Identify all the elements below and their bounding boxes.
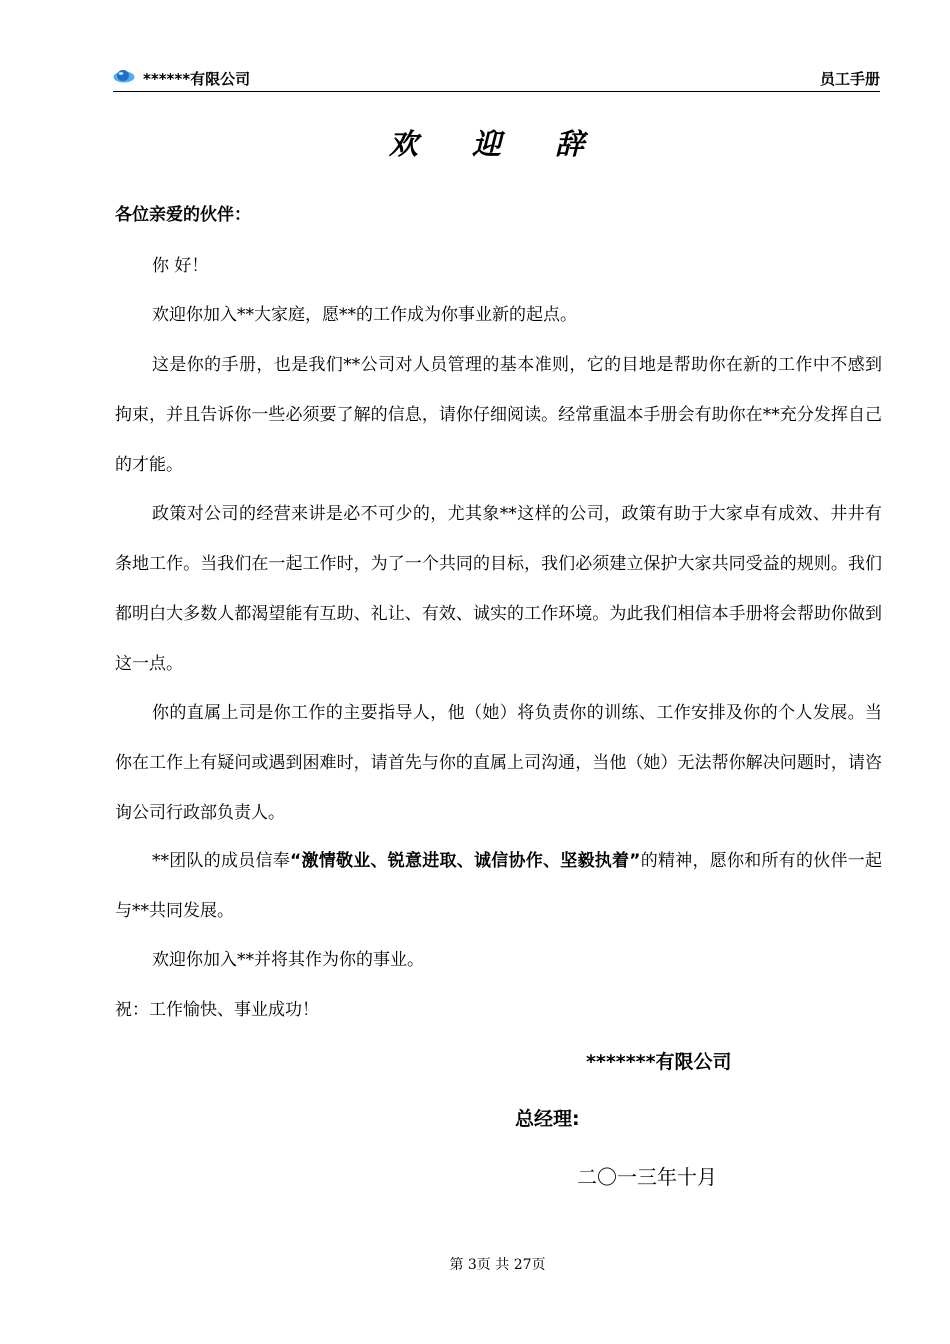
signature-role: 总经理: bbox=[515, 1108, 580, 1130]
paragraph-handbook: 这是你的手册，也是我们**公司对人员管理的基本准则，它的目地是帮助你在新的工作中不感到拘束，并且告诉你一些必须要了解的信息，请你仔细阅读。经常重温本手册会有助你在**充分发挥自己的才能。 bbox=[115, 355, 882, 475]
paragraph-welcome: 欢迎你加入**大家庭，愿**的工作成为你事业新的起点。 bbox=[152, 305, 577, 325]
welcome-title: 欢 迎 辞 bbox=[388, 127, 607, 161]
paragraph-supervisor: 你的直属上司是你工作的主要指导人，他（她）将负责你的训练、工作安排及你的个人发展。当你在工作上有疑问或遇到困难时，请首先与你的直属上司沟通，当他（她）无法帮你解决问题时，请咨询公司行政部负责人。 bbox=[115, 703, 882, 823]
team-text-before: **团队的成员信奉 bbox=[152, 851, 291, 871]
signature-company: *******有限公司 bbox=[586, 1051, 732, 1073]
page-footer: 第 3页 共 27页 bbox=[449, 1257, 546, 1273]
signature-date: 二〇一三年十月 bbox=[577, 1165, 717, 1189]
team-values: “激情敬业、锐意进取、诚信协作、坚毅执着” bbox=[290, 851, 641, 871]
paragraph-final-welcome: 欢迎你加入**并将其作为你的事业。 bbox=[152, 950, 424, 970]
paragraph-team-spirit bbox=[115, 836, 882, 936]
closing-wish: 祝：工作愉快、事业成功！ bbox=[115, 1000, 319, 1020]
paragraph-policy: 政策对公司的经营来讲是必不可少的，尤其象**这样的公司，政策有助于大家卓有成效、井井有条地工作。当我们在一起工作时，为了一个共同的目标，我们必须建立保护大家共同受益的规则。我们都明白大多数人都渴望能有互助、礼让、有效、诚实的工作环境。为此我们相信本手册将会帮助你做到这一点。 bbox=[115, 504, 882, 674]
greeting: 你 好！ bbox=[152, 256, 209, 276]
salutation: 各位亲爱的伙伴： bbox=[115, 205, 251, 225]
team-text-after: 的精神，愿你和所有的伙伴一起与**共同发展。 bbox=[115, 851, 882, 921]
header-document-title: 员工手册 bbox=[819, 70, 880, 88]
page-header bbox=[113, 64, 880, 92]
header-company-name: ******有限公司 bbox=[143, 70, 251, 88]
globe-logo-icon bbox=[113, 69, 135, 85]
